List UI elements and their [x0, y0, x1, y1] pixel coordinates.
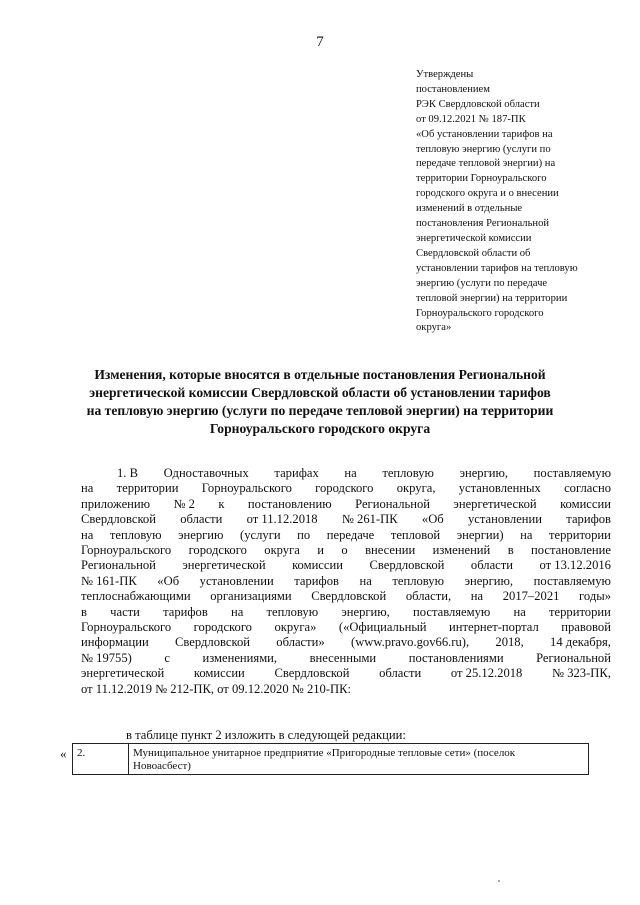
body-word: тепловую — [109, 527, 162, 542]
body-word: от 13.12.2016 — [539, 558, 611, 573]
body-word: Региональной — [536, 650, 611, 665]
body-line — [81, 528, 611, 543]
body-line — [81, 466, 611, 481]
body-word: № 261-ПК — [341, 512, 398, 527]
approval-line: «Об установлении тарифов на — [416, 128, 553, 140]
body-word: от 11.12.2018 — [246, 512, 318, 527]
approval-line: Горноуральского городского — [416, 307, 544, 319]
body-word: городского — [188, 543, 247, 558]
approval-stamp — [416, 68, 606, 336]
body-word: 1. В — [117, 466, 138, 480]
body-word: установлении — [467, 512, 543, 527]
body-word: внесенными — [309, 650, 377, 665]
body-word: Свердловской — [311, 589, 387, 604]
body-word: тепловую — [266, 604, 319, 619]
body-word: тарифах — [274, 466, 319, 480]
body-word: № 161-ПК — [81, 573, 137, 588]
body-word: в — [81, 604, 87, 619]
body-word: установлении — [199, 573, 274, 588]
body-word: и — [317, 543, 325, 558]
body-word: энергию, — [341, 604, 390, 619]
table-instruction: в таблице пункт 2 изложить в следующей редакции: — [126, 728, 406, 742]
body-line — [81, 620, 611, 635]
org-line: Муниципальное унитарное предприятие «Пригородные тепловые сети» (поселок — [133, 747, 516, 759]
body-word: 14 декабря, — [550, 635, 611, 650]
body-word: от 11.12.2019 № 212-ПК, от 09.12.2020 № 210-ПК: — [81, 681, 352, 696]
body-word: энергетической — [182, 558, 266, 573]
approval-line: постановлением — [416, 83, 490, 95]
body-word: (услуги — [240, 527, 281, 542]
body-word: территории — [549, 527, 611, 542]
body-word: от 25.12.2018 — [450, 666, 523, 681]
body-word: постановлению — [247, 496, 332, 511]
body-word: «Об — [421, 512, 444, 527]
approval-line: тепловую энергию (услуги по — [416, 143, 551, 155]
body-word: передаче — [326, 527, 375, 542]
body-word: энергию, — [459, 466, 509, 480]
body-line — [81, 635, 611, 650]
body-word: Свердловской — [274, 666, 350, 681]
title-line: Изменения, которые вносятся в отдельные постановления Региональной — [94, 367, 546, 382]
body-line — [81, 543, 611, 558]
body-word: 2017–2021 — [502, 589, 560, 604]
approval-line: округа» — [416, 322, 452, 334]
title-line: Горноуральского городского округа — [209, 421, 431, 436]
body-word: постановлениями — [408, 650, 504, 665]
body-word: энергетической — [453, 496, 537, 511]
approval-line: РЭК Свердловской области — [416, 98, 540, 110]
body-word: в — [507, 543, 514, 558]
body-word: территории — [549, 604, 611, 619]
body-word: тепловой — [390, 527, 441, 542]
body-word: комиссии — [292, 558, 343, 573]
body-word: области, — [405, 589, 452, 604]
opening-quote: « — [60, 746, 67, 761]
body-word: Свердловской — [369, 558, 445, 573]
body-word: области — [379, 666, 422, 681]
body-line — [81, 589, 611, 604]
body-word: теплоснабжающими — [81, 589, 191, 604]
body-line — [81, 558, 611, 573]
body-word: части — [110, 604, 140, 619]
approval-line: Свердловской области об — [416, 247, 531, 259]
body-word: поставляемую — [533, 466, 611, 480]
body-word: Свердловской — [81, 512, 156, 527]
body-word: Региональной — [355, 496, 430, 511]
body-word: на — [359, 573, 372, 588]
body-word: комиссии — [193, 666, 245, 681]
body-word: изменений — [432, 543, 491, 558]
body-word: № 2 — [173, 496, 195, 511]
approval-line: установлении тарифов на тепловую — [416, 262, 578, 274]
body-word: Свердловской — [175, 635, 250, 650]
body-word: к — [218, 496, 225, 511]
body-word: правовой — [561, 620, 611, 635]
body-line — [81, 497, 611, 512]
body-word: городского — [315, 481, 374, 496]
body-word: тарифов — [566, 512, 611, 527]
body-word: Региональной — [81, 558, 156, 573]
title-line: энергетической комиссии Свердловской области об установлении тарифов — [89, 385, 551, 400]
body-word: на — [81, 527, 94, 542]
body-word: о — [341, 543, 348, 558]
body-word: «Об — [157, 573, 180, 588]
body-word: согласно — [564, 481, 611, 496]
body-word: тарифов — [163, 604, 208, 619]
body-word: № 19755) — [81, 650, 132, 665]
approval-line: передаче тепловой энергии) на — [416, 158, 556, 170]
approval-line: территории Горноуральского — [416, 173, 547, 185]
approval-line: постановления Региональной — [416, 218, 550, 230]
body-line — [81, 651, 611, 666]
body-word: изменениями, — [202, 650, 278, 665]
body-word: округа» — [274, 620, 317, 635]
body-word: на — [81, 481, 94, 496]
body-word: установленных — [458, 481, 541, 496]
body-word: тепловую — [392, 573, 445, 588]
body-word: внесении — [365, 543, 416, 558]
body-word: постановление — [531, 543, 611, 558]
approval-line: от 09.12.2021 № 187-ПК — [416, 113, 526, 125]
body-word: Горноуральского — [81, 620, 172, 635]
body-word: энергии) — [456, 527, 504, 542]
body-word: энергию, — [464, 573, 514, 588]
amendment-table — [72, 743, 589, 775]
body-word: Горноуральского — [201, 481, 292, 496]
body-word: интернет-портал — [449, 620, 539, 635]
body-word: по — [297, 527, 311, 542]
body-word: (www.pravo.gov66.ru), — [351, 635, 470, 650]
approval-line: энергетической комиссии — [416, 232, 532, 244]
body-word: энергию — [178, 527, 224, 542]
body-word: приложению — [81, 496, 151, 511]
body-word: на — [230, 604, 244, 619]
approval-line: городского округа и о внесении — [416, 188, 559, 200]
page-number: 7 — [316, 34, 324, 50]
org-line: Новоасбест) — [133, 760, 191, 772]
body-word: городского — [193, 620, 252, 635]
body-line — [81, 481, 611, 496]
body-word: организациями — [210, 589, 292, 604]
body-word: Горноуральского — [81, 543, 172, 558]
approval-line: тепловой энергии) на территории — [416, 292, 568, 304]
body-word: округа, — [396, 481, 436, 496]
body-word: годы» — [579, 589, 611, 604]
body-line — [81, 574, 611, 589]
title-line: на тепловую энергию (услуги по передаче тепловой энергии) на территории — [86, 403, 554, 418]
scan-speck — [498, 880, 500, 882]
table-cell-number: 2. — [73, 744, 129, 774]
body-word: тепловую — [382, 466, 434, 480]
body-word: энергетической — [81, 666, 165, 681]
table-cell-organization — [129, 744, 588, 774]
body-word: поставляемую — [413, 604, 491, 619]
approval-line: Утверждены — [416, 69, 474, 80]
body-line — [81, 605, 611, 620]
body-word: на — [520, 527, 533, 542]
body-word: области» — [276, 635, 325, 650]
body-word: тарифов — [294, 573, 339, 588]
body-paragraph — [81, 466, 611, 697]
body-word: области — [180, 512, 223, 527]
body-word: округа — [264, 543, 300, 558]
body-word: поставляемую — [533, 573, 611, 588]
body-word: на — [470, 589, 484, 604]
body-word: Одноставочных — [163, 466, 249, 480]
body-line — [81, 666, 611, 681]
body-word: на — [344, 466, 357, 480]
body-word: территории — [116, 481, 179, 496]
body-line — [81, 512, 611, 527]
body-word: с — [164, 650, 170, 665]
approval-line: энергию (услуги по передаче — [416, 277, 548, 289]
body-word: № 323-ПК, — [552, 666, 611, 681]
body-line — [81, 682, 611, 697]
body-word: информации — [81, 635, 149, 650]
body-word: («Официальный — [338, 620, 427, 635]
approval-line: изменений в отдельные — [416, 203, 523, 215]
document-title — [60, 366, 580, 438]
body-word: области — [470, 558, 514, 573]
body-word: на — [513, 604, 526, 619]
body-word: 2018, — [495, 635, 524, 650]
body-word: комиссии — [560, 496, 611, 511]
